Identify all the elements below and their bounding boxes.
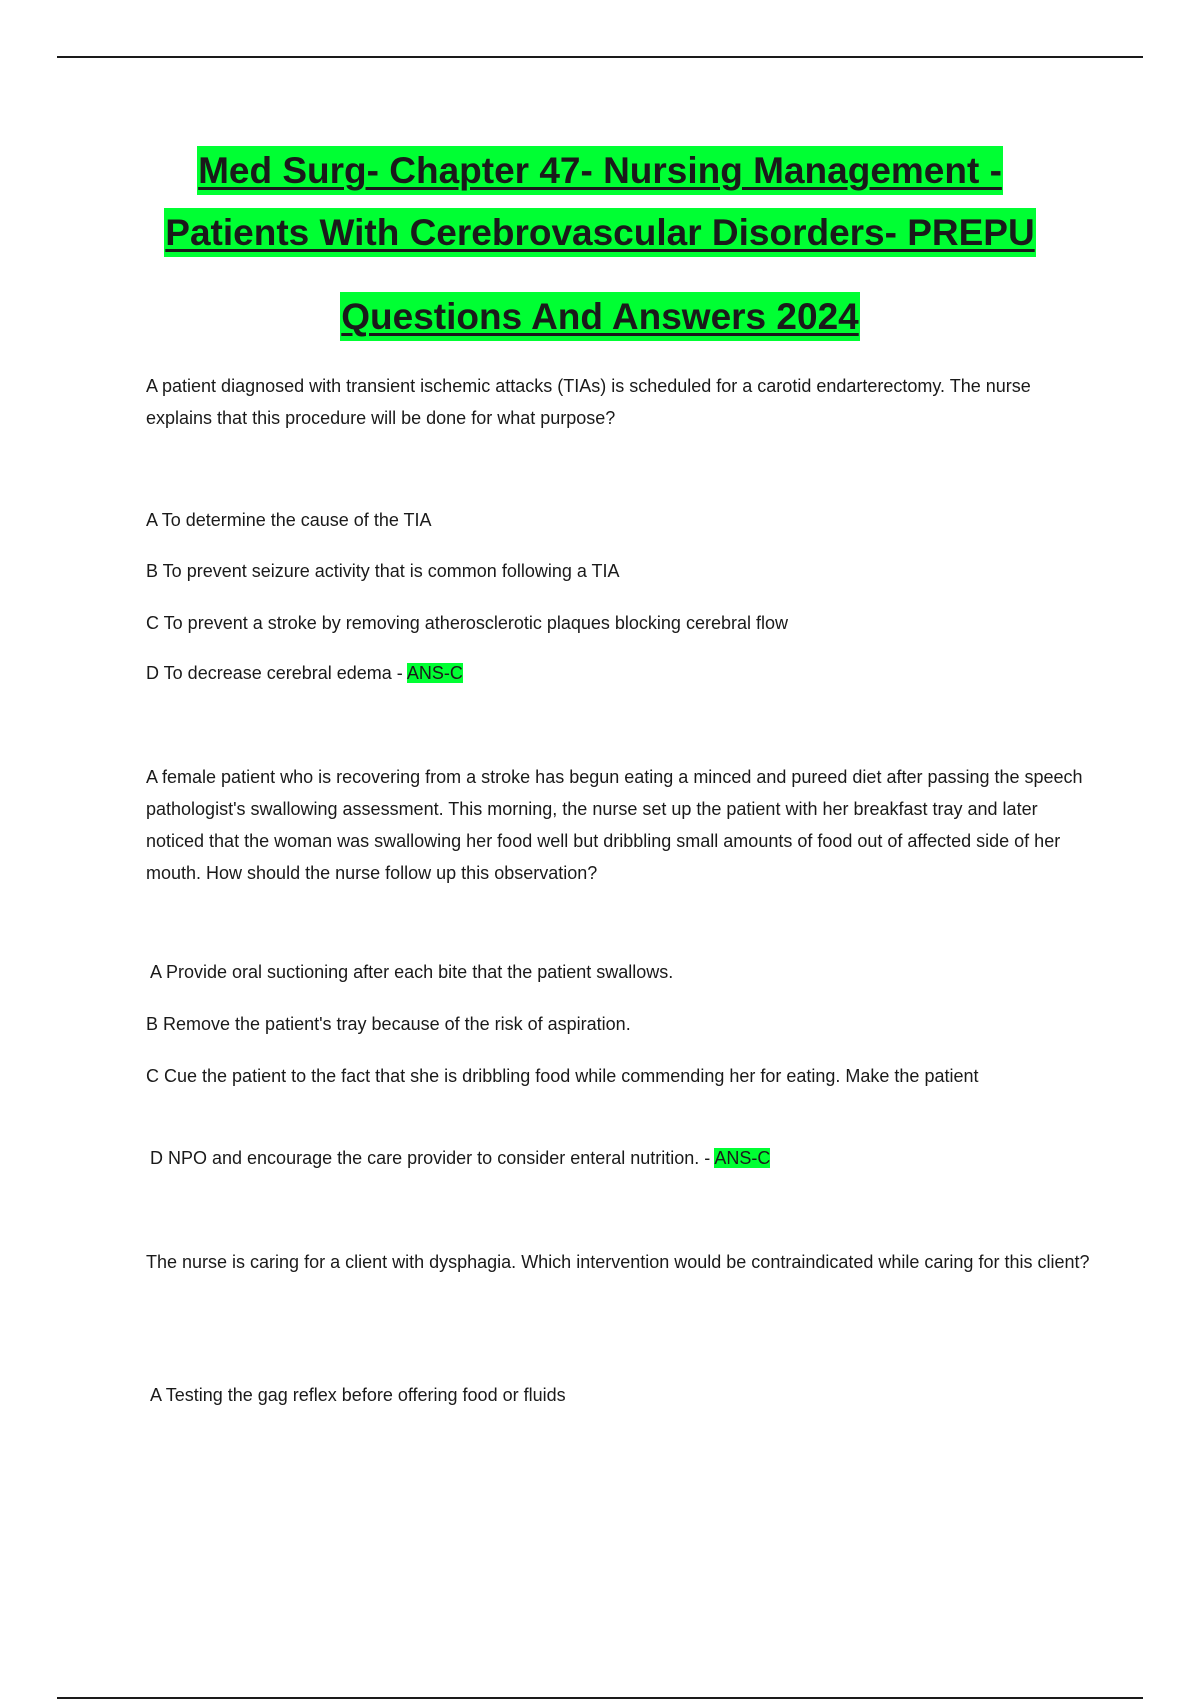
question-2-option-c: C Cue the patient to the fact that she is dribbling food while commending her for eating. Make the patient [146,1066,979,1086]
title-line-1: Med Surg- Chapter 47- Nursing Management - [197,146,1003,195]
question-1-option-a: A To determine the cause of the TIA [146,510,432,530]
question-2-option-d-line [150,1142,1100,1174]
bottom-rule [57,1697,1143,1699]
question-3-stem: The nurse is caring for a client with dysphagia. Which intervention would be contraindicated while caring for this client? [146,1252,1090,1272]
top-rule [57,56,1143,58]
question-1-option-d-line [146,657,1096,689]
title-line-2: Patients With Cerebrovascular Disorders- PREPU [164,208,1035,257]
title-line-3: Questions And Answers 2024 [340,292,859,341]
document-title [0,140,1200,348]
question-2-option-b: B Remove the patient's tray because of the risk of aspiration. [146,1014,631,1034]
question-2-stem: A female patient who is recovering from a stroke has begun eating a minced and pureed diet after passing the speech pathologist's swallowing assessment. This morning, the nurse set up the patient with her breakfast tray and later noticed that the woman was swallowing her food well but dribbling small amounts of food out of affected side of her mouth. How should the nurse follow up this observation? [146,767,1083,883]
question-2-option-d: D NPO and encourage the care provider to consider enteral nutrition. - [150,1148,715,1168]
question-1-option-c: C To prevent a stroke by removing atherosclerotic plaques blocking cerebral flow [146,613,788,633]
question-1-option-b: B To prevent seizure activity that is common following a TIA [146,561,620,581]
question-1-answer: ANS-C [406,663,463,683]
question-2-option-a: A Provide oral suctioning after each bite that the patient swallows. [150,962,674,982]
question-1-stem: A patient diagnosed with transient ischemic attacks (TIAs) is scheduled for a carotid endarterectomy. The nurse explains that this procedure will be done for what purpose? [146,376,1031,428]
question-3-option-a: A Testing the gag reflex before offering food or fluids [150,1385,566,1405]
question-1-option-d: D To decrease cerebral edema - [146,663,407,683]
question-2-answer: ANS-C [714,1148,771,1168]
